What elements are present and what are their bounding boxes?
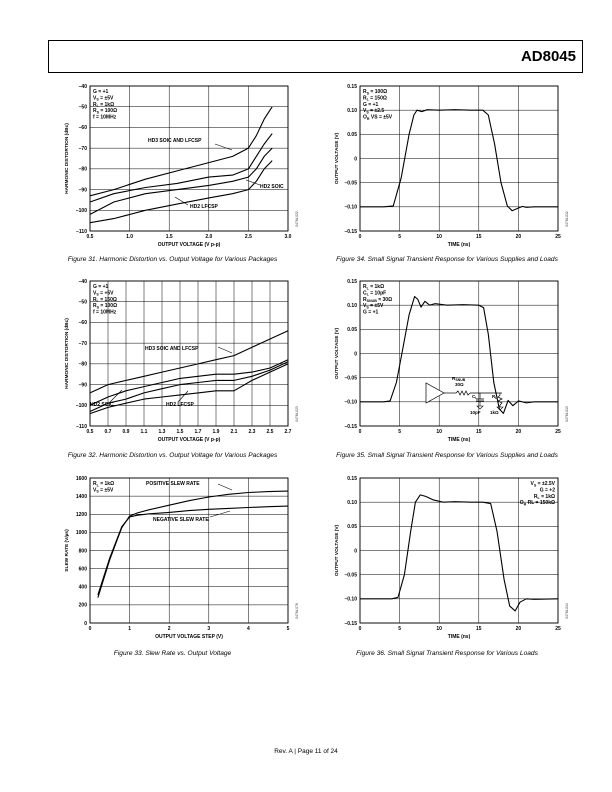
- fig35-ytick-2: 0.05: [347, 327, 357, 334]
- fig36-ylabel: OUTPUT VOLTAGE (V): [335, 524, 340, 577]
- fig36-xtick-3: 15: [476, 626, 482, 632]
- fig31-ytick-5: –90: [78, 187, 87, 194]
- fig34-xlabel: TIME (ns): [447, 242, 471, 248]
- fig31-xtick-2: 1.5: [165, 234, 173, 240]
- fig34-series-0: [360, 110, 558, 211]
- fig31-ytick-6: –100: [75, 208, 87, 215]
- fig36-xtick-5: 25: [555, 626, 561, 632]
- fig33-ytick-3: 600: [78, 566, 87, 573]
- fig32-xtick-10: 2.5: [266, 429, 274, 435]
- fig31-condition-4: f = 10MHz: [93, 114, 117, 121]
- fig31-condition-3: $R_S = 100\Omega$: [93, 108, 118, 115]
- fig35-ytick-6: –0.15: [344, 423, 357, 430]
- fig32-condition-2: $R_L = 150\Omega$: [93, 296, 117, 304]
- fig32-annotation-arrow-0: [218, 347, 232, 353]
- fig34-ylabel: OUTPUT VOLTAGE (V): [335, 132, 340, 185]
- fig33-annotation-arrow-0: [218, 484, 232, 490]
- fig33-svg: [60, 472, 310, 647]
- fig36-ytick-6: –0.15: [344, 620, 357, 627]
- fig33-xtick-3: 3: [207, 626, 211, 632]
- fig36-ytick-5: –0.10: [344, 596, 357, 603]
- fig31-grid: [90, 86, 288, 231]
- fig34-ytick-3: 0: [354, 156, 357, 163]
- fig34-ytick-0: 0.15: [347, 83, 357, 90]
- fig36-series-0: [360, 495, 558, 611]
- fig36-xtick-2: 10: [436, 626, 442, 632]
- fig35-series-0: [360, 297, 558, 414]
- fig34-condition-4: $O_R$ VS = ±5V: [363, 114, 393, 121]
- fig32-xtick-5: 1.5: [176, 429, 184, 435]
- figure-34-chart: [330, 80, 580, 255]
- fig35-side-id: 04764-013: [565, 406, 569, 422]
- figure-33-caption: Figure 33. Slew Rate vs. Output Voltage: [113, 650, 232, 657]
- fig32-condition-1: $V_S = +5V$: [93, 290, 114, 297]
- fig31-annotation-2: HD2 LFCSP: [190, 204, 218, 210]
- fig35-xtick-1: 5: [398, 429, 401, 435]
- fig36-svg: [330, 472, 580, 647]
- fig33-ytick-0: 0: [84, 620, 87, 627]
- fig34-side-id: 04764-012: [565, 211, 569, 227]
- fig36-xlabel: TIME (ns): [447, 634, 471, 640]
- fig32-xtick-1: 0.7: [104, 429, 112, 435]
- page-footer: Rev. A | Page 11 of 24: [274, 748, 338, 755]
- fig36-ytick-0: 0.15: [347, 475, 357, 482]
- fig32-xlabel: OUTPUT VOLTAGE (V p-p): [157, 437, 221, 443]
- fig35-xtick-2: 10: [436, 429, 442, 435]
- fig34-xtick-2: 10: [436, 234, 442, 240]
- fig35-ytick-3: 0: [354, 351, 357, 358]
- fig32-condition-3: $R_S = 100\Omega$: [93, 303, 118, 310]
- fig31-ytick-1: –50: [78, 104, 87, 111]
- fig35-condition-1: $C_L = 10pF$: [363, 290, 387, 297]
- fig32-ytick-0: –40: [78, 278, 87, 285]
- fig34-condition-0: $R_S = 100\Omega$: [363, 89, 388, 96]
- fig36-ytick-3: 0: [354, 548, 357, 555]
- fig34-condition-3: $V_S = \pm 2.5$: [363, 108, 385, 115]
- fig32-side-id: 04764-023: [295, 406, 299, 422]
- fig34-grid: [360, 86, 558, 231]
- fig32-ytick-5: –90: [78, 382, 87, 389]
- fig35-xtick-5: 25: [555, 429, 561, 435]
- figure-33-chart: [60, 472, 310, 647]
- fig36-condition-3: $O_R$ RL = 150kΩ: [519, 500, 555, 507]
- fig35-ytick-4: –0.05: [344, 375, 357, 382]
- fig32-ytick-1: –50: [78, 299, 87, 306]
- figure-35-chart: [330, 275, 580, 450]
- fig34-xtick-1: 5: [398, 234, 401, 240]
- fig31-condition-2: $R_L = 1k\Omega$: [93, 101, 115, 109]
- fig31-side-id: 04764-022: [295, 211, 299, 227]
- fig31-conditions: [93, 89, 117, 121]
- fig35-ytick-1: 0.10: [347, 302, 357, 309]
- fig32-xtick-6: 1.7: [194, 429, 202, 435]
- fig32-series-1: [90, 360, 288, 406]
- fig34-xtick-4: 20: [515, 234, 522, 240]
- fig32-xtick-9: 2.3: [248, 429, 256, 435]
- fig33-ytick-8: 1600: [75, 475, 87, 482]
- fig33-ytick-2: 400: [78, 584, 87, 591]
- fig32-xtick-2: 0.9: [122, 429, 130, 435]
- fig34-xtick-3: 15: [476, 234, 482, 240]
- fig31-xtick-5: 3.0: [284, 234, 292, 240]
- fig36-condition-1: G = +2: [539, 487, 555, 494]
- fig34-condition-2: G = +1: [363, 101, 379, 108]
- fig31-ytick-3: –70: [78, 145, 87, 152]
- fig34-ytick-4: –0.05: [344, 180, 357, 187]
- fig33-xlabel: OUTPUT VOLTAGE STEP (V): [155, 634, 223, 640]
- fig35-ytick-5: –0.10: [344, 399, 357, 406]
- fig34-svg: [330, 80, 580, 255]
- fig34-ytick-1: 0.10: [347, 107, 357, 114]
- fig34-ytick-5: –0.10: [344, 204, 357, 211]
- fig33-grid: [90, 478, 288, 623]
- fig33-ytick-4: 800: [78, 548, 87, 555]
- fig35-circuit-schematic: [426, 376, 503, 415]
- figure-31-chart: [60, 80, 310, 255]
- fig33-condition-0: $R_L = 1k\Omega$: [93, 481, 115, 488]
- fig36-side-id: 04764-014: [565, 603, 569, 619]
- fig33-xtick-0: 0: [88, 626, 92, 632]
- fig33-xtick-1: 1: [128, 626, 131, 632]
- fig31-ytick-0: –40: [78, 83, 87, 90]
- fig34-xtick-0: 0: [358, 234, 362, 240]
- fig33-annotation-0: POSITIVE SLEW RATE: [146, 481, 200, 487]
- fig31-ylabel: HARMONIC DISTORTION (dBc): [65, 123, 70, 194]
- fig33-ylabel: SLEW RATE (V/µs): [65, 529, 70, 572]
- fig32-ytick-3: –70: [78, 340, 87, 347]
- fig32-conditions: [93, 284, 117, 316]
- fig31-ytick-7: –110: [76, 228, 87, 235]
- fig32-xtick-11: 2.7: [284, 429, 292, 435]
- fig31-annotation-1: HD2 SOIC: [260, 184, 284, 190]
- ground-icon: [477, 401, 483, 409]
- fig32-annotation-arrow-2: [178, 391, 188, 402]
- fig36-conditions: [520, 481, 556, 507]
- figure-35-caption: Figure 35. Small Signal Transient Response for Various Supplies and Loads: [336, 452, 558, 459]
- fig36-xtick-1: 5: [398, 626, 401, 632]
- fig32-ylabel: HARMONIC DISTORTION (dBc): [65, 318, 70, 389]
- fig35-condition-4: G = +1: [363, 309, 379, 316]
- figure-31-caption: Figure 31. Harmonic Distortion vs. Output Voltage for Various Packages: [67, 256, 278, 263]
- fig32-svg: [60, 275, 310, 450]
- fig34-ytick-2: 0.05: [347, 132, 357, 139]
- fig32-xtick-3: 1.1: [140, 429, 148, 435]
- fig32-condition-0: G = +1: [93, 284, 109, 290]
- figure-36-chart: [330, 472, 580, 647]
- fig31-frame: [90, 86, 288, 231]
- fig33-xtick-5: 5: [286, 626, 290, 632]
- fig31-xtick-3: 2.0: [205, 234, 213, 240]
- fig31-series-2: [90, 148, 272, 214]
- figure-32-caption: Figure 32. Harmonic Distortion vs. Output Voltage for Various Packages: [67, 452, 278, 459]
- fig32-annotation-2: HD2 LFCSP: [166, 402, 194, 408]
- fig33-ytick-1: 200: [78, 602, 87, 609]
- fig33-ytick-7: 1400: [75, 493, 87, 500]
- fig33-ytick-6: 1200: [75, 512, 87, 519]
- circuit-label-rsnub: $R_{SNUB}$: [452, 377, 466, 383]
- fig34-xtick-5: 25: [555, 234, 561, 240]
- fig35-xlabel: TIME (ns): [447, 437, 471, 443]
- circuit-label-cl-value: 10pF: [470, 410, 481, 415]
- fig32-annotation-1: HD2 SOIC: [90, 402, 114, 408]
- fig35-xtick-3: 15: [476, 429, 482, 435]
- fig36-ytick-1: 0.10: [347, 499, 357, 506]
- fig33-xtick-2: 2: [167, 626, 171, 632]
- fig32-xtick-8: 2.1: [230, 429, 238, 435]
- fig35-condition-2: $R_{SNUB} = 30\Omega$: [363, 296, 393, 304]
- figure-34-caption: Figure 34. Small Signal Transient Response for Various Supplies and Loads: [336, 256, 558, 263]
- fig35-xtick-4: 20: [515, 429, 522, 435]
- fig36-ytick-4: –0.05: [344, 572, 357, 579]
- circuit-label-rl: $R_L$: [492, 394, 498, 401]
- fig31-ytick-4: –80: [78, 166, 87, 173]
- fig34-conditions: [363, 89, 393, 121]
- fig36-condition-0: $V_S = \pm 2.5V$: [530, 481, 555, 488]
- fig31-xtick-0: 0.5: [86, 234, 94, 240]
- fig33-side-id: 04764-078: [295, 603, 299, 619]
- fig31-annotation-0: HD3 SOIC AND LFCSP: [148, 138, 202, 144]
- fig34-ytick-6: –0.15: [344, 228, 357, 235]
- fig36-ytick-2: 0.05: [347, 524, 357, 531]
- fig32-ytick-2: –60: [78, 320, 87, 327]
- fig35-xtick-0: 0: [358, 429, 362, 435]
- fig35-conditions: [363, 284, 392, 316]
- fig31-condition-1: $V_S = \pm 5V$: [93, 95, 114, 102]
- document-title: AD8045: [520, 48, 576, 65]
- fig31-xlabel: OUTPUT VOLTAGE (V p-p): [157, 242, 221, 248]
- page-header: [48, 40, 583, 73]
- fig35-condition-3: $V_S = \pm 5V$: [363, 303, 384, 310]
- fig33-annotation-1: NEGATIVE SLEW RATE: [153, 517, 209, 523]
- fig31-annotation-arrow-0: [215, 144, 232, 150]
- fig32-ytick-6: –100: [75, 403, 87, 410]
- fig36-xtick-0: 0: [358, 626, 362, 632]
- fig35-condition-0: $R_L = 1k\Omega$: [363, 284, 385, 291]
- fig32-condition-4: f = 10MHz: [93, 309, 117, 316]
- fig35-ylabel: OUTPUT VOLTAGE (V): [335, 327, 340, 380]
- fig35-svg: [330, 275, 580, 450]
- rsnub-resistor-icon: [456, 391, 470, 395]
- fig31-condition-0: G = +1: [93, 89, 109, 95]
- fig31-xtick-4: 2.5: [244, 234, 252, 240]
- fig32-ytick-4: –80: [78, 361, 87, 368]
- fig36-condition-2: $R_L = 1k\Omega$: [533, 493, 555, 501]
- fig33-xtick-4: 4: [247, 626, 250, 632]
- opamp-symbol: [426, 383, 444, 403]
- fig32-xtick-4: 1.3: [158, 429, 166, 435]
- fig33-condition-1: $V_S = \pm 5V$: [93, 487, 114, 494]
- fig32-ytick-7: –110: [76, 423, 87, 430]
- circuit-label-cl: $C_L$: [472, 394, 478, 401]
- fig31-xtick-1: 1.0: [126, 234, 134, 240]
- figure-32-chart: [60, 275, 310, 450]
- fig33-conditions: [93, 481, 114, 494]
- circuit-label-rsnub-value: 30Ω: [455, 382, 464, 387]
- figure-36-caption: Figure 36. Small Signal Transient Response for Various Loads: [356, 650, 538, 657]
- fig31-ytick-2: –60: [78, 125, 87, 132]
- circuit-label-rl-value: 1kΩ: [490, 410, 499, 415]
- fig31-svg: [60, 80, 310, 255]
- fig33-ytick-5: 1000: [75, 530, 87, 537]
- fig32-xtick-7: 1.9: [212, 429, 220, 435]
- fig35-ytick-0: 0.15: [347, 278, 357, 285]
- fig36-xtick-4: 20: [515, 626, 522, 632]
- fig34-condition-1: $R_L = 150\Omega$: [363, 95, 387, 102]
- fig32-xtick-0: 0.5: [86, 429, 94, 435]
- fig32-annotation-0: HD3 SOIC AND LFCSP: [145, 346, 199, 352]
